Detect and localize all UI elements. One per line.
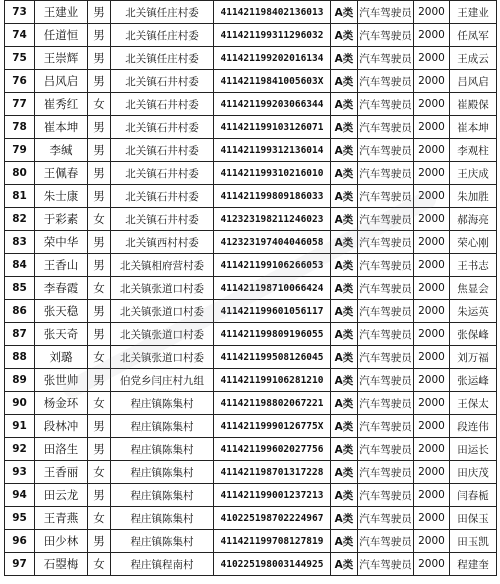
amount-cell: 2000 xyxy=(414,323,450,346)
category-cell: A类 xyxy=(331,323,358,346)
category-cell: A类 xyxy=(331,208,358,231)
category-cell: A类 xyxy=(331,47,358,70)
table-row xyxy=(5,507,497,530)
id-number-cell: 411421199106281210 xyxy=(214,369,331,392)
gender-cell: 男 xyxy=(88,369,111,392)
id-number-cell: 411421199508126045 xyxy=(214,346,331,369)
name-cell: 于彩素 xyxy=(35,208,88,231)
unit-cell: 北关镇张道口村委 xyxy=(111,277,214,300)
gender-cell: 男 xyxy=(88,116,111,139)
gender-cell: 女 xyxy=(88,507,111,530)
row-number-cell: 96 xyxy=(5,530,35,553)
table-row xyxy=(5,254,497,277)
id-number-cell: 411421199602027756 xyxy=(214,438,331,461)
id-number-cell: 412323198211246023 xyxy=(214,208,331,231)
id-number-cell: 411421199311296032 xyxy=(214,24,331,47)
row-number-cell: 83 xyxy=(5,231,35,254)
unit-cell: 程庄镇程南村 xyxy=(111,553,214,576)
occupation-cell: 汽车驾驶员 xyxy=(358,300,414,323)
row-number-cell: 87 xyxy=(5,323,35,346)
amount-cell: 2000 xyxy=(414,185,450,208)
unit-cell: 北关镇石井村委 xyxy=(111,162,214,185)
category-cell: A类 xyxy=(331,369,358,392)
occupation-cell: 汽车驾驶员 xyxy=(358,323,414,346)
payee-cell: 王庆成 xyxy=(450,162,497,185)
unit-cell: 北关镇石井村委 xyxy=(111,70,214,93)
unit-cell: 北关镇任庄村委 xyxy=(111,24,214,47)
unit-cell: 北关镇石井村委 xyxy=(111,93,214,116)
occupation-cell: 汽车驾驶员 xyxy=(358,185,414,208)
gender-cell: 男 xyxy=(88,162,111,185)
category-cell: A类 xyxy=(331,162,358,185)
amount-cell: 2000 xyxy=(414,484,450,507)
row-number-cell: 79 xyxy=(5,139,35,162)
unit-cell: 程庄镇陈集村 xyxy=(111,484,214,507)
gender-cell: 男 xyxy=(88,323,111,346)
id-number-cell: 410225198003144925 xyxy=(214,553,331,576)
id-number-cell: 411421199809186033 xyxy=(214,185,331,208)
amount-cell: 2000 xyxy=(414,438,450,461)
table-row xyxy=(5,369,497,392)
name-cell: 田少林 xyxy=(35,530,88,553)
name-cell: 王香丽 xyxy=(35,461,88,484)
row-number-cell: 91 xyxy=(5,415,35,438)
amount-cell: 2000 xyxy=(414,553,450,576)
table-row xyxy=(5,231,497,254)
payee-cell: 荣心刚 xyxy=(450,231,497,254)
unit-cell: 北关镇任庄村委 xyxy=(111,1,214,24)
row-number-cell: 94 xyxy=(5,484,35,507)
occupation-cell: 汽车驾驶员 xyxy=(358,116,414,139)
unit-cell: 北关镇石井村委 xyxy=(111,116,214,139)
row-number-cell: 73 xyxy=(5,1,35,24)
payee-cell: 崔本坤 xyxy=(450,116,497,139)
row-number-cell: 80 xyxy=(5,162,35,185)
unit-cell: 北关镇西村村委 xyxy=(111,231,214,254)
row-number-cell: 97 xyxy=(5,553,35,576)
amount-cell: 2000 xyxy=(414,300,450,323)
payee-cell: 张运峰 xyxy=(450,369,497,392)
row-number-cell: 93 xyxy=(5,461,35,484)
name-cell: 李缄 xyxy=(35,139,88,162)
occupation-cell: 汽车驾驶员 xyxy=(358,254,414,277)
payee-cell: 田运长 xyxy=(450,438,497,461)
table-row xyxy=(5,484,497,507)
id-number-cell: 411421199809196055 xyxy=(214,323,331,346)
payee-cell: 王成云 xyxy=(450,47,497,70)
name-cell: 杨金环 xyxy=(35,392,88,415)
payee-cell: 王书志 xyxy=(450,254,497,277)
category-cell: A类 xyxy=(331,553,358,576)
payee-cell: 崔殿保 xyxy=(450,93,497,116)
amount-cell: 2000 xyxy=(414,24,450,47)
amount-cell: 2000 xyxy=(414,392,450,415)
category-cell: A类 xyxy=(331,24,358,47)
gender-cell: 女 xyxy=(88,553,111,576)
category-cell: A类 xyxy=(331,254,358,277)
table-row xyxy=(5,208,497,231)
gender-cell: 女 xyxy=(88,277,111,300)
name-cell: 崔秀红 xyxy=(35,93,88,116)
amount-cell: 2000 xyxy=(414,461,450,484)
row-number-cell: 78 xyxy=(5,116,35,139)
gender-cell: 男 xyxy=(88,139,111,162)
row-number-cell: 88 xyxy=(5,346,35,369)
occupation-cell: 汽车驾驶员 xyxy=(358,507,414,530)
id-number-cell: 411421199312136014 xyxy=(214,139,331,162)
row-number-cell: 82 xyxy=(5,208,35,231)
unit-cell: 北关镇张道口村委 xyxy=(111,323,214,346)
amount-cell: 2000 xyxy=(414,70,450,93)
category-cell: A类 xyxy=(331,300,358,323)
payee-cell: 李观柱 xyxy=(450,139,497,162)
table-row xyxy=(5,438,497,461)
amount-cell: 2000 xyxy=(414,231,450,254)
payee-cell: 田玉凯 xyxy=(450,530,497,553)
unit-cell: 程庄镇陈集村 xyxy=(111,461,214,484)
name-cell: 田洛生 xyxy=(35,438,88,461)
payee-cell: 王建业 xyxy=(450,1,497,24)
unit-cell: 程庄镇陈集村 xyxy=(111,530,214,553)
id-number-cell: 411421199310216010 xyxy=(214,162,331,185)
row-number-cell: 76 xyxy=(5,70,35,93)
unit-cell: 北关镇相府营村委 xyxy=(111,254,214,277)
category-cell: A类 xyxy=(331,277,358,300)
id-number-cell: 411421199202016134 xyxy=(214,47,331,70)
name-cell: 李春霞 xyxy=(35,277,88,300)
table-row xyxy=(5,392,497,415)
id-number-cell: 411421199601056117 xyxy=(214,300,331,323)
occupation-cell: 汽车驾驶员 xyxy=(358,415,414,438)
category-cell: A类 xyxy=(331,185,358,208)
amount-cell: 2000 xyxy=(414,93,450,116)
row-number-cell: 77 xyxy=(5,93,35,116)
unit-cell: 程庄镇陈集村 xyxy=(111,392,214,415)
occupation-cell: 汽车驾驶员 xyxy=(358,162,414,185)
table-row xyxy=(5,93,497,116)
category-cell: A类 xyxy=(331,116,358,139)
occupation-cell: 汽车驾驶员 xyxy=(358,208,414,231)
amount-cell: 2000 xyxy=(414,369,450,392)
category-cell: A类 xyxy=(331,530,358,553)
category-cell: A类 xyxy=(331,1,358,24)
occupation-cell: 汽车驾驶员 xyxy=(358,139,414,162)
gender-cell: 男 xyxy=(88,300,111,323)
table-row xyxy=(5,116,497,139)
table-row xyxy=(5,346,497,369)
amount-cell: 2000 xyxy=(414,139,450,162)
table-row xyxy=(5,47,497,70)
row-number-cell: 89 xyxy=(5,369,35,392)
amount-cell: 2000 xyxy=(414,162,450,185)
amount-cell: 2000 xyxy=(414,346,450,369)
category-cell: A类 xyxy=(331,484,358,507)
subsidy-roster-table xyxy=(4,0,497,576)
occupation-cell: 汽车驾驶员 xyxy=(358,553,414,576)
id-number-cell: 411421198710066424 xyxy=(214,277,331,300)
unit-cell: 程庄镇陈集村 xyxy=(111,507,214,530)
row-number-cell: 92 xyxy=(5,438,35,461)
row-number-cell: 86 xyxy=(5,300,35,323)
row-number-cell: 75 xyxy=(5,47,35,70)
gender-cell: 男 xyxy=(88,484,111,507)
id-number-cell: 411421198701317228 xyxy=(214,461,331,484)
category-cell: A类 xyxy=(331,231,358,254)
table-row xyxy=(5,1,497,24)
unit-cell: 北关镇石井村委 xyxy=(111,185,214,208)
amount-cell: 2000 xyxy=(414,254,450,277)
name-cell: 段林冲 xyxy=(35,415,88,438)
amount-cell: 2000 xyxy=(414,277,450,300)
payee-cell: 程建奎 xyxy=(450,553,497,576)
payee-cell: 朱运英 xyxy=(450,300,497,323)
table-row xyxy=(5,323,497,346)
id-number-cell: 411421198802067221 xyxy=(214,392,331,415)
amount-cell: 2000 xyxy=(414,415,450,438)
occupation-cell: 汽车驾驶员 xyxy=(358,24,414,47)
gender-cell: 男 xyxy=(88,254,111,277)
name-cell: 张世帅 xyxy=(35,369,88,392)
name-cell: 王青燕 xyxy=(35,507,88,530)
table-row xyxy=(5,70,497,93)
table-row xyxy=(5,162,497,185)
occupation-cell: 汽车驾驶员 xyxy=(358,93,414,116)
name-cell: 王香山 xyxy=(35,254,88,277)
gender-cell: 男 xyxy=(88,1,111,24)
payee-cell: 任凤军 xyxy=(450,24,497,47)
gender-cell: 男 xyxy=(88,530,111,553)
row-number-cell: 85 xyxy=(5,277,35,300)
gender-cell: 男 xyxy=(88,24,111,47)
name-cell: 张天奇 xyxy=(35,323,88,346)
gender-cell: 男 xyxy=(88,415,111,438)
gender-cell: 女 xyxy=(88,461,111,484)
table-row xyxy=(5,139,497,162)
table-row xyxy=(5,530,497,553)
name-cell: 王佩春 xyxy=(35,162,88,185)
id-number-cell: 412323197404046058 xyxy=(214,231,331,254)
unit-cell: 北关镇张道口村委 xyxy=(111,300,214,323)
category-cell: A类 xyxy=(331,507,358,530)
name-cell: 王崇辉 xyxy=(35,47,88,70)
table-row xyxy=(5,24,497,47)
row-number-cell: 90 xyxy=(5,392,35,415)
gender-cell: 男 xyxy=(88,185,111,208)
name-cell: 任道恒 xyxy=(35,24,88,47)
occupation-cell: 汽车驾驶员 xyxy=(358,438,414,461)
unit-cell: 北关镇石井村委 xyxy=(111,139,214,162)
table-row xyxy=(5,300,497,323)
id-number-cell: 411421198402136013 xyxy=(214,1,331,24)
payee-cell: 田保玉 xyxy=(450,507,497,530)
payee-cell: 闫春栀 xyxy=(450,484,497,507)
id-number-cell: 411421199203066344 xyxy=(214,93,331,116)
name-cell: 王建业 xyxy=(35,1,88,24)
category-cell: A类 xyxy=(331,438,358,461)
amount-cell: 2000 xyxy=(414,116,450,139)
table-row xyxy=(5,553,497,576)
payee-cell: 郝海亮 xyxy=(450,208,497,231)
amount-cell: 2000 xyxy=(414,507,450,530)
category-cell: A类 xyxy=(331,392,358,415)
occupation-cell: 汽车驾驶员 xyxy=(358,1,414,24)
name-cell: 刘璐 xyxy=(35,346,88,369)
unit-cell: 伯党乡闫庄村九组 xyxy=(111,369,214,392)
id-number-cell: 41142119990126775X xyxy=(214,415,331,438)
name-cell: 田云龙 xyxy=(35,484,88,507)
category-cell: A类 xyxy=(331,93,358,116)
row-number-cell: 81 xyxy=(5,185,35,208)
gender-cell: 男 xyxy=(88,231,111,254)
gender-cell: 女 xyxy=(88,208,111,231)
occupation-cell: 汽车驾驶员 xyxy=(358,47,414,70)
amount-cell: 2000 xyxy=(414,47,450,70)
table-row xyxy=(5,415,497,438)
gender-cell: 男 xyxy=(88,438,111,461)
unit-cell: 程庄镇陈集村 xyxy=(111,415,214,438)
name-cell: 朱士康 xyxy=(35,185,88,208)
payee-cell: 焦显会 xyxy=(450,277,497,300)
category-cell: A类 xyxy=(331,346,358,369)
id-number-cell: 411421199106266053 xyxy=(214,254,331,277)
name-cell: 崔本坤 xyxy=(35,116,88,139)
occupation-cell: 汽车驾驶员 xyxy=(358,231,414,254)
row-number-cell: 95 xyxy=(5,507,35,530)
occupation-cell: 汽车驾驶员 xyxy=(358,461,414,484)
gender-cell: 女 xyxy=(88,346,111,369)
gender-cell: 女 xyxy=(88,392,111,415)
occupation-cell: 汽车驾驶员 xyxy=(358,484,414,507)
payee-cell: 王保太 xyxy=(450,392,497,415)
gender-cell: 女 xyxy=(88,93,111,116)
gender-cell: 男 xyxy=(88,47,111,70)
unit-cell: 北关镇石井村委 xyxy=(111,208,214,231)
occupation-cell: 汽车驾驶员 xyxy=(358,346,414,369)
id-number-cell: 411421199001237213 xyxy=(214,484,331,507)
table-row xyxy=(5,277,497,300)
occupation-cell: 汽车驾驶员 xyxy=(358,392,414,415)
amount-cell: 2000 xyxy=(414,208,450,231)
payee-cell: 张保峰 xyxy=(450,323,497,346)
roster-body xyxy=(5,1,497,576)
occupation-cell: 汽车驾驶员 xyxy=(358,277,414,300)
table-row xyxy=(5,185,497,208)
payee-cell: 朱加胜 xyxy=(450,185,497,208)
payee-cell: 段连伟 xyxy=(450,415,497,438)
id-number-cell: 411421199708127819 xyxy=(214,530,331,553)
category-cell: A类 xyxy=(331,70,358,93)
row-number-cell: 74 xyxy=(5,24,35,47)
name-cell: 吕风启 xyxy=(35,70,88,93)
payee-cell: 吕风启 xyxy=(450,70,497,93)
id-number-cell: 410225198702224967 xyxy=(214,507,331,530)
amount-cell: 2000 xyxy=(414,1,450,24)
category-cell: A类 xyxy=(331,415,358,438)
gender-cell: 男 xyxy=(88,70,111,93)
occupation-cell: 汽车驾驶员 xyxy=(358,530,414,553)
row-number-cell: 84 xyxy=(5,254,35,277)
occupation-cell: 汽车驾驶员 xyxy=(358,70,414,93)
unit-cell: 程庄镇陈集村 xyxy=(111,438,214,461)
name-cell: 张天稳 xyxy=(35,300,88,323)
category-cell: A类 xyxy=(331,139,358,162)
unit-cell: 北关镇任庄村委 xyxy=(111,47,214,70)
name-cell: 石曌梅 xyxy=(35,553,88,576)
amount-cell: 2000 xyxy=(414,530,450,553)
id-number-cell: 411421199103126071 xyxy=(214,116,331,139)
payee-cell: 刘万福 xyxy=(450,346,497,369)
table-row xyxy=(5,461,497,484)
id-number-cell: 41142119841005603X xyxy=(214,70,331,93)
payee-cell: 田庆茂 xyxy=(450,461,497,484)
name-cell: 荣中华 xyxy=(35,231,88,254)
unit-cell: 北关镇张道口村委 xyxy=(111,346,214,369)
occupation-cell: 汽车驾驶员 xyxy=(358,369,414,392)
category-cell: A类 xyxy=(331,461,358,484)
